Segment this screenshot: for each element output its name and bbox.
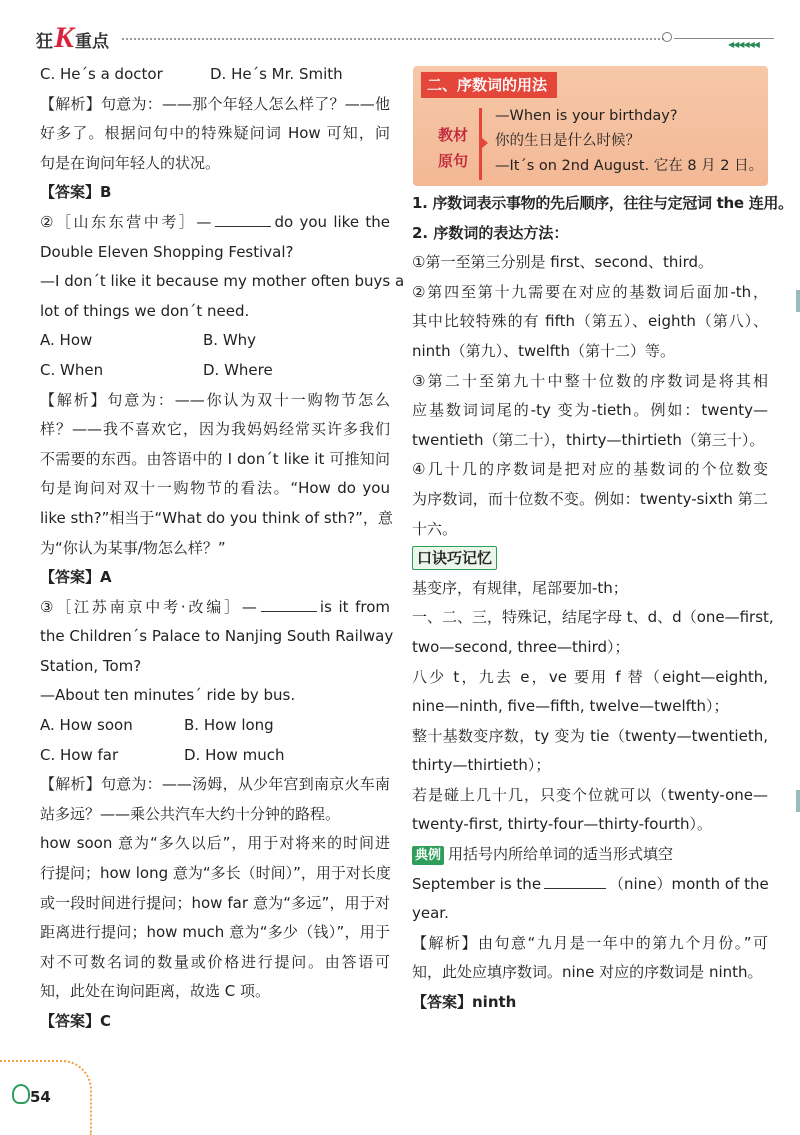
mnemonic-line: 整十基数变序数，ty 变为 tie（twenty—twentieth, [412, 726, 768, 745]
example-question: September is the （nine）month of the [412, 874, 769, 893]
body-line: twentieth（第二十），thirty—thirtieth（第三十）。 [412, 430, 765, 449]
question-line: ③［江苏南京中考·改编］— is it from [40, 597, 390, 616]
explanation-line: 【解析】句意为：——你认为双十一购物节怎么 [40, 390, 390, 409]
textbook-sentence-box [413, 66, 768, 186]
body-line: 十六。 [412, 519, 458, 538]
answer-blank [261, 596, 317, 612]
header-dotted-line [122, 38, 664, 40]
edge-mark [796, 290, 800, 312]
arrow-icon [482, 138, 488, 148]
right-column [412, 189, 793, 1018]
example-tag: 典例 [412, 846, 444, 865]
explanation-line: like sth?”相当于“What do you think of sth?”，意 [40, 508, 393, 527]
mnemonic-line: 八少 t，九去 e，ve 要用 f 替（eight—eighth, [412, 667, 768, 686]
options-row: C. How far D. How much [40, 745, 285, 764]
explanation-line: 句是询问对双十一购物节的看法。“How do you [40, 479, 390, 498]
example-question: year. [412, 904, 449, 923]
mnemonic-line: twenty-first, thirty-four—thirty-fourth）。 [412, 815, 713, 834]
options-row: A. How B. Why [40, 331, 257, 350]
explanation-line: 【解析】句意为：——汤姆，从少年宫到南京火车南 [40, 775, 390, 794]
edge-mark [796, 790, 800, 812]
mnemonic-line: nine—ninth, five—fifth, twelve—twelfth）； [412, 697, 729, 716]
answer: 【答案】ninth [412, 993, 517, 1012]
answer: 【答案】B [40, 183, 112, 202]
mnemonic-label: 口诀巧记忆 [412, 546, 497, 570]
question-line: Station, Tom? [40, 656, 142, 675]
body-line: ②第四至第十九需要在对应的基数词后面加-th， [412, 282, 768, 301]
body-line: ④几十几的序数词是把对应的基数词的个位数变 [412, 460, 768, 479]
explanation-line: 行提问；how long 意为“多长（时间）”，用于对长度 [40, 864, 391, 883]
explanation-line: 为“你认为某事/物怎么样？” [40, 538, 226, 557]
options-row: C. He´s a doctor D. He´s Mr. Smith [40, 65, 343, 83]
options-row: C. When D. Where [40, 360, 273, 379]
header-ring-icon [662, 32, 672, 42]
textbook-sentence: —When is your birthday? 你的生日是什么时候？ —It´s on 2nd August. 它在 8 月 2 日。 [495, 108, 764, 174]
body-line: 为序数词，而十位数不变。例如：twenty-sixth 第二 [412, 489, 768, 508]
explanation-line: 【解析】句意为：——那个年轻人怎么样了？——他 [40, 94, 390, 113]
mnemonic-line: thirty—thirtieth）； [412, 756, 551, 775]
header-rule [674, 38, 774, 39]
left-column [40, 60, 405, 1037]
answer-blank [544, 873, 606, 889]
page-number: 54 [30, 1088, 51, 1106]
answer: 【答案】A [40, 568, 112, 587]
mnemonic-heading [412, 544, 768, 574]
explanation-line: 【解析】由句意“九月是一年中的第九个月份。”可 [412, 933, 768, 952]
body-line: 应基数词词尾的-ty 变为-tieth。例如：twenty— [412, 401, 768, 420]
explanation-line: 不需要的东西。由答语中的 I don´t like it 可推知问 [40, 449, 390, 468]
explanation-line: 对不可数名词的数量或价格进行提问。由答语可 [40, 952, 390, 971]
question-line: lot of things we don´t need. [40, 301, 250, 320]
answer: 【答案】C [40, 1012, 112, 1030]
explanation-line: 站多远？——乘公共汽车大约十分钟的路程。 [40, 804, 341, 823]
body-line: ③第二十至第九十中整十位数的序数词是将其相 [412, 371, 768, 390]
answer-blank [215, 211, 271, 227]
mnemonic-line: 基变序，有规律，尾部要加-th； [412, 578, 628, 597]
explanation-line: 或一段时间进行提问；how far 意为“多远”，用于对 [40, 893, 390, 912]
explanation-line: 知，此处应填序数词。nine 对应的序数词是 ninth。 [412, 963, 763, 982]
explanation-line: 样？——我不喜欢它，因为我妈妈经常买许多我们 [40, 420, 390, 439]
mnemonic-line: 若是碰上几十几，只变个位就可以（twenty-one— [412, 785, 768, 804]
rule-line: 1. 序数词表示事物的先后顺序，往往与定冠词 the 连用。 [412, 194, 793, 212]
question-line: —I don´t like it because my mother often buys a [40, 272, 405, 291]
body-line: ①第一至第三分别是 first、second、third。 [412, 253, 714, 272]
rule-line: 2. 序数词的表达方法： [412, 223, 569, 242]
explanation-line: 好多了。根据问句中的特殊疑问词 How 可知，问 [40, 124, 390, 143]
question-line: Double Eleven Shopping Festival? [40, 242, 294, 261]
balloon-icon [12, 1084, 30, 1104]
mnemonic-line: 一、二、三，特殊记，结尾字母 t、d、d（one—first, [412, 608, 774, 627]
page-header [0, 0, 800, 58]
example-heading: 典例 用括号内所给单词的适当形式填空 [412, 840, 768, 870]
explanation-line: how soon 意为“多久以后”，用于对将来的时间进 [40, 834, 390, 853]
question-line: the Children´s Palace to Nanjing South Railway [40, 627, 394, 646]
mnemonic-line: two—second, three—third）； [412, 637, 630, 656]
question-line: ②［山东东营中考］— do you like the [40, 212, 390, 231]
textbook-label: 教材 原句 [437, 126, 468, 170]
body-line: 其中比较特殊的有 fifth（第五）、eighth（第八）、 [412, 312, 768, 331]
options-row: A. How soon B. How long [40, 716, 274, 735]
question-line: —About ten minutes´ ride by bus. [40, 686, 296, 705]
book-logo: 狂 K 重点 [36, 21, 110, 54]
explanation-line: 句是在询问年轻人的状况。 [40, 153, 221, 172]
body-line: ninth（第九）、twelfth（第十二）等。 [412, 341, 676, 360]
header-arrows-icon: ◀◀◀◀◀◀ [728, 40, 759, 49]
explanation-line: 知，此处在询问距离，故选 C 项。 [40, 982, 271, 1001]
section-title: 二、序数词的用法 [421, 72, 557, 98]
explanation-line: 距离进行提问；how much 意为“多少（钱）”，用于 [40, 923, 390, 942]
